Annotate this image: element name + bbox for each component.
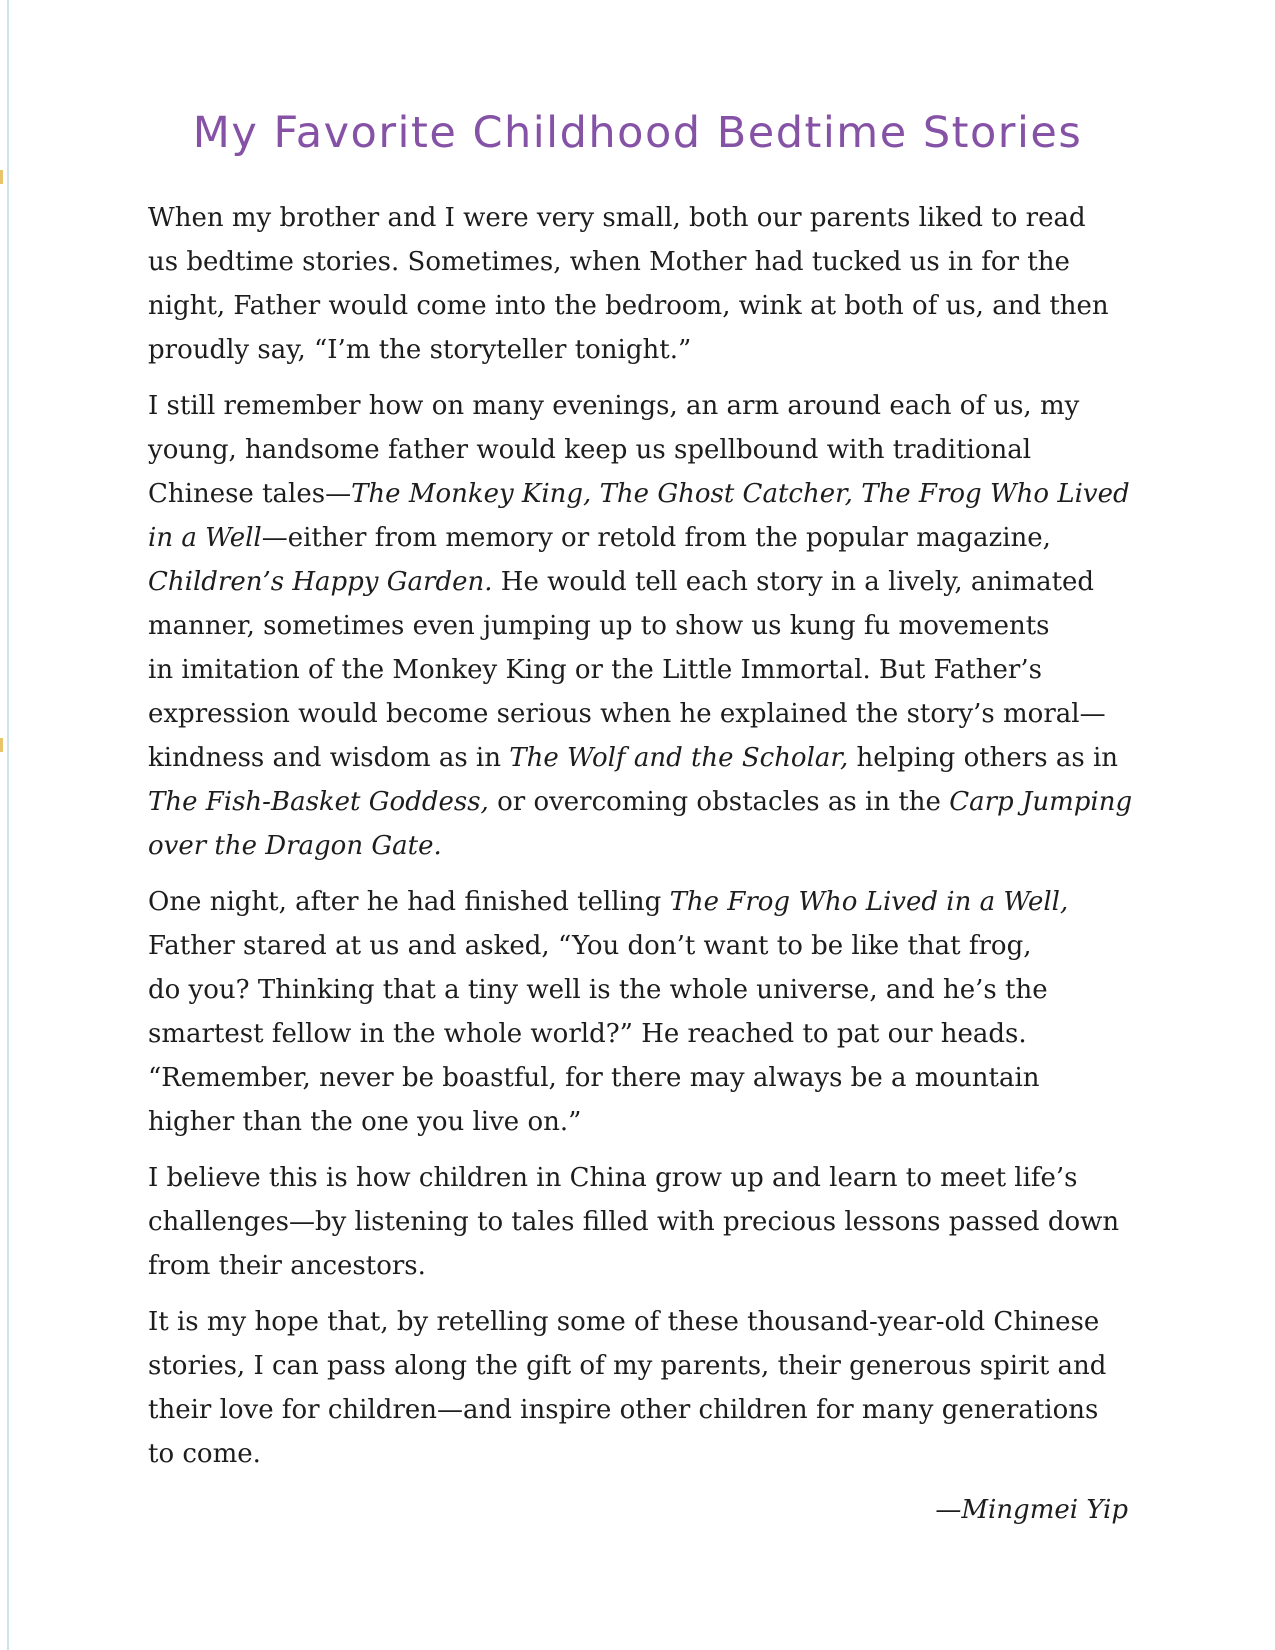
italic-title-text: The Frog Who Lived in a Well, [669, 887, 1069, 917]
text-segment: young, handsome father would keep us spellbound with traditional [148, 435, 1032, 465]
text-segment: He would tell each story in a lively, animated [492, 567, 1095, 597]
text-segment: night, Father would come into the bedroom, wink at both of us, and then [148, 291, 1109, 321]
text-line [148, 384, 1128, 428]
paragraph [148, 1156, 1128, 1288]
text-segment: stories, I can pass along the gift of my parents, their generous spirit and [148, 1351, 1107, 1381]
text-segment: Father stared at us and asked, “You don’t want to be like that frog, [148, 931, 1032, 961]
text-segment: challenges—by listening to tales filled with precious lessons passed down [148, 1207, 1120, 1237]
text-line [148, 780, 1133, 824]
text-segment: When my brother and I were very small, both our parents liked to read [148, 203, 1086, 233]
text-segment: from their ancestors. [148, 1251, 426, 1281]
italic-title-text: The Fish-Basket Goddess, [148, 787, 489, 817]
text-segment: to come. [148, 1439, 261, 1469]
paragraph [148, 196, 1128, 372]
text-segment: It is my hope that, by retelling some of these thousand-year-old Chinese [148, 1307, 1100, 1337]
page-edge-mark [0, 738, 3, 752]
text-line [148, 328, 1128, 372]
italic-title-text: Children’s Happy Garden. [148, 567, 493, 597]
text-segment: Chinese tales— [148, 479, 352, 509]
text-segment: One night, after he had finished telling [148, 887, 670, 917]
text-line [148, 1344, 1128, 1388]
text-segment: in imitation of the Monkey King or the Little Immortal. But Father’s [148, 655, 1042, 685]
story-body [148, 196, 1133, 1532]
text-segment: smartest fellow in the whole world?” He reached to pat our heads. [148, 1019, 1027, 1049]
paragraph-list [148, 196, 1133, 1476]
text-line [148, 1244, 1128, 1288]
text-line [148, 428, 1128, 472]
text-segment: I believe this is how children in China grow up and learn to meet life’s [148, 1163, 1078, 1193]
text-line [148, 1056, 1128, 1100]
text-segment: us bedtime stories. Sometimes, when Mother had tucked us in for the [148, 247, 1070, 277]
text-segment: kindness and wisdom as in [148, 743, 510, 773]
text-line [148, 692, 1128, 736]
italic-title-text: The Wolf and the Scholar, [509, 743, 849, 773]
text-segment: helping others as in [848, 743, 1119, 773]
text-line [148, 824, 1128, 868]
italic-title-text: The Monkey King, The Ghost Catcher, The Frog Who Lived [351, 479, 1130, 509]
text-line [148, 560, 1128, 604]
text-line [148, 1100, 1128, 1144]
paragraph [148, 384, 1133, 868]
text-line [148, 736, 1128, 780]
text-line [148, 924, 1128, 968]
text-segment: expression would become serious when he explained the story’s moral— [148, 699, 1106, 729]
text-line [148, 240, 1128, 284]
page-edge-mark [0, 170, 3, 184]
page-title: My Favorite Childhood Bedtime Stories [192, 108, 1083, 158]
text-segment: manner, sometimes even jumping up to show us kung fu movements [148, 611, 1050, 641]
text-line [148, 880, 1128, 924]
text-segment: proudly say, “I’m the storyteller tonight.” [148, 335, 692, 365]
text-segment: I still remember how on many evenings, an arm around each of us, my [148, 391, 1080, 421]
text-line [148, 284, 1128, 328]
italic-title-text: Carp Jumping [949, 787, 1133, 817]
text-line [148, 1200, 1128, 1244]
text-segment: or overcoming obstacles as in the [488, 787, 950, 817]
paragraph [148, 880, 1128, 1144]
page-edge-line [7, 0, 9, 1650]
text-line [148, 1012, 1128, 1056]
text-line [148, 1388, 1128, 1432]
text-line [148, 968, 1128, 1012]
text-line [148, 516, 1128, 560]
text-segment: higher than the one you live on.” [148, 1107, 582, 1137]
text-line [148, 604, 1128, 648]
text-segment: “Remember, never be boastful, for there may always be a mountain [148, 1063, 1040, 1093]
text-line [148, 648, 1128, 692]
text-line [148, 1432, 1128, 1476]
text-line [148, 196, 1128, 240]
italic-title-text: in a Well [148, 523, 262, 553]
text-line [148, 1300, 1128, 1344]
text-segment: their love for children—and inspire other children for many generations [148, 1395, 1099, 1425]
text-segment: —either from memory or retold from the popular magazine, [261, 523, 1051, 553]
text-line [148, 472, 1128, 516]
text-line [148, 1156, 1128, 1200]
italic-title-text: over the Dragon Gate. [148, 831, 442, 861]
paragraph [148, 1300, 1128, 1476]
author-signature: —Mingmei Yip [935, 1495, 1128, 1525]
text-segment: do you? Thinking that a tiny well is the whole universe, and he’s the [148, 975, 1048, 1005]
